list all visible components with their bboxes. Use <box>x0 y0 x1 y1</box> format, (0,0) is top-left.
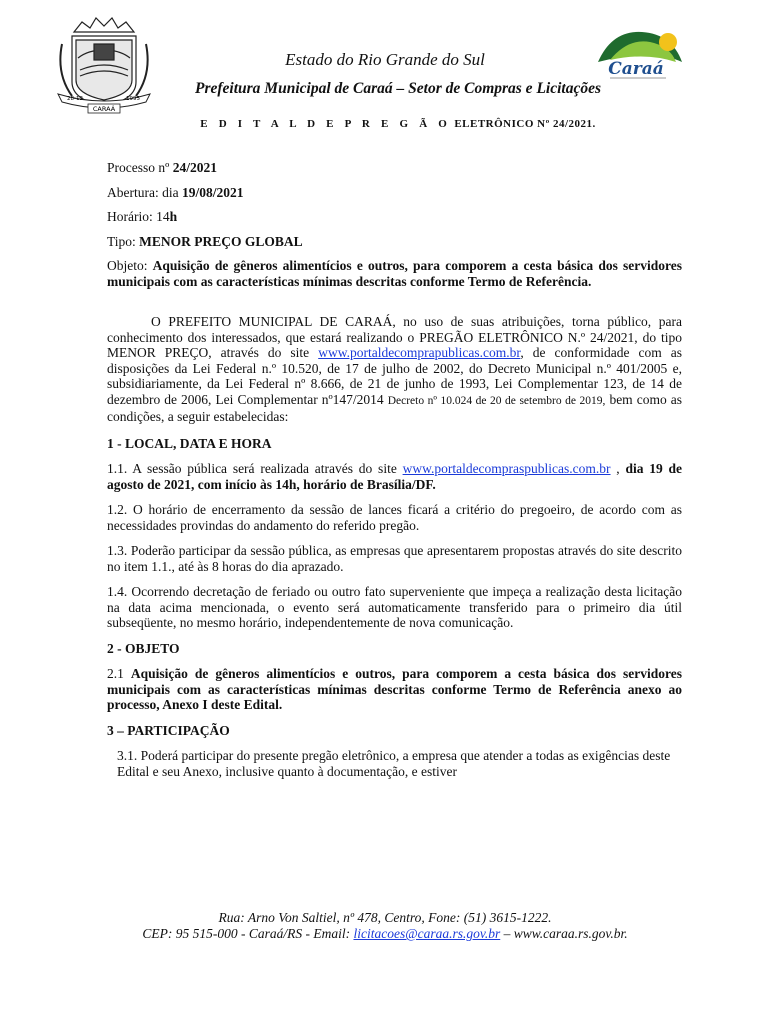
item-3-1: 3.1. Poderá participar do presente pregão eletrônico, a empresa que atender a todas as exigências deste Edital e seu Anexo, inclusive quanto à documentação, e estiver <box>117 748 671 779</box>
document-body <box>107 160 682 779</box>
abertura-value: 19/08/2021 <box>181 184 244 200</box>
objeto-value: Aquisição de gêneros alimentícios e outros, para comporem a cesta básica dos servidores municipais com as características mínimas descritas conforme Termo de Referência. <box>107 258 683 289</box>
footer-address: Rua: Arno Von Saltiel, nº 478, Centro, Fone: (51) 3615-1222. <box>218 910 552 925</box>
logo-word: Caraá <box>608 59 664 79</box>
edital-title <box>0 118 770 130</box>
portal-link[interactable]: www.portaldecomprapublicas.com.br <box>318 345 521 360</box>
section-2-title: 2 - OBJETO <box>107 640 180 656</box>
state-title: Estado do Rio Grande do Sul <box>285 50 485 69</box>
footer-contact: CEP: 95 515-000 - Caraá/RS - Email: licitacoes@caraa.rs.gov.br – www.caraa.rs.gov.br. <box>142 926 628 941</box>
intro-paragraph: O PREFEITO MUNICIPAL DE CARAÁ, no uso de suas atribuições, torna público, para conhecimento dos interessados, que estará realizando o PREGÃO ELETRÔNICO N.º 24/2021, do tipo MENOR PREÇO, através do site www.portaldecomprapublicas.com.br, de conformidade com as disposições da Lei Federal n.º 10.520, de 17 de julho de 2002, do Decreto Municipal n.º 401/2005 e, subsidiariamente, da Lei Federal nº 8.666, de 21 de junho de 1993, Lei Complementar 123, de 14 de dezembro de 2006, Lei Complementar nº147/2014 Decreto nº 10.024 de 20 de setembro de 2019, bem como as condições, a seguir estabelecidas: <box>107 314 682 424</box>
crest-left-date: 28-12 <box>67 96 83 102</box>
processo-line: Processo nº 24/2021 <box>107 160 217 175</box>
section-1-title: 1 - LOCAL, DATA E HORA <box>107 435 272 451</box>
item-1-2: 1.2. O horário de encerramento da sessão de lances ficará a critério do pregoeiro, de acordo com as necessidades provindas do andamento do referido pregão. <box>107 502 682 533</box>
tipo-line: Tipo: MENOR PREÇO GLOBAL <box>107 233 303 249</box>
crest-right-date: 1995 <box>126 96 140 102</box>
portal-link-2[interactable]: www.portaldecompraspublicas.com.br <box>402 461 611 476</box>
office-title: Prefeitura Municipal de Caraá – Setor de Compras e Licitações <box>195 80 601 97</box>
horario-line: Horário: 14h <box>107 209 178 224</box>
item-2-1: 2.1 Aquisição de gêneros alimentícios e outros, para comporem a cesta básica dos servidores municipais com as características mínimas descritas conforme Termo de Referência anexo ao processo, Anexo I deste Edital. <box>107 666 682 712</box>
item-1-1: 1.1. A sessão pública será realizada através do site www.portaldecompraspublicas.com.br , dia 19 de agosto de 2021, com início às 14h, horário de Brasília/DF. <box>107 461 683 492</box>
item-1-4: 1.4. Ocorrendo decretação de feriado ou outro fato superveniente que impeça a realização desta licitação na data acima mencionada, o evento será automaticamente transferido para o primeiro dia útil subseqüente, no mesmo horário, independentemente de nova comunicação. <box>107 584 682 630</box>
objeto-line: Objeto: Aquisição de gêneros alimentícios e outros, para comporem a cesta básica dos servidores municipais com as características mínimas descritas conforme Termo de Referência. <box>107 258 683 289</box>
crest-label: CARAÁ <box>92 105 116 113</box>
horario-value: h <box>169 209 178 224</box>
footer-email-link[interactable]: licitacoes@caraa.rs.gov.br <box>353 926 501 941</box>
section-3-title: 3 – PARTICIPAÇÃO <box>107 722 230 738</box>
abertura-line: Abertura: dia 19/08/2021 <box>107 184 244 200</box>
edital-title-spaced: E D I T A L D E P R E G Ã O <box>200 118 452 130</box>
edital-title-rest: ELETRÔNICO Nº 24/2021. <box>451 118 596 130</box>
item-1-3: 1.3. Poderão participar da sessão pública, as empresas que apresentarem propostas através do site descrito no item 1.1., até às 8 horas do dia aprazado. <box>107 543 682 574</box>
processo-value: 24/2021 <box>172 160 217 175</box>
tipo-value: MENOR PREÇO GLOBAL <box>139 233 303 249</box>
